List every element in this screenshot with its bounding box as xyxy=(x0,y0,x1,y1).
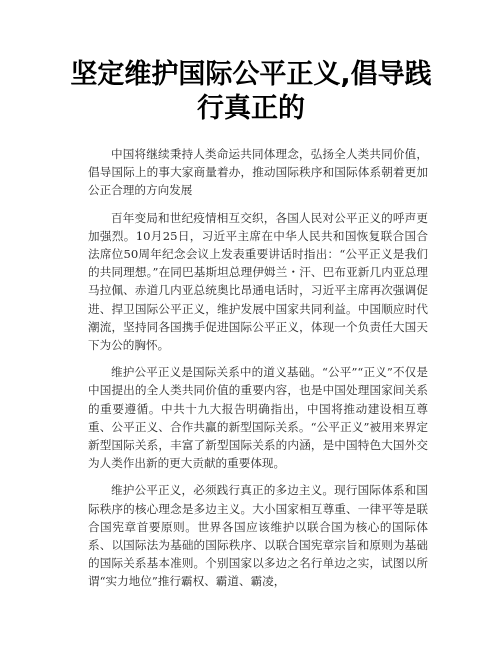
paragraph-moral-foundation: 维护公平正义是国际关系中的道义基础。“公平”“正义”不仅是中国提出的全人类共同价值的重要内容，也是中国处理国家间关系的重要遵循。中共十九大报告明确指出，中国将推动建设相互尊重、公平正义、合作共赢的新型国际关系。“公平正义”被用来界定新型国际关系，丰富了新型国际关系的内涵，是中国特色大国外交为人类作出新的更大贡献的重要体现。 xyxy=(88,365,428,471)
page-title: 坚定维护国际公平正义,倡导践行真正的 xyxy=(70,59,432,124)
paragraph-intro: 中国将继续秉持人类命运共同体理念，弘扬全人类共同价值，倡导国际上的事大家商量着办，推动国际秩序和国际体系朝着更加公正合理的方向发展 xyxy=(88,147,428,198)
article-body xyxy=(88,145,428,600)
paragraph-background: 百年变局和世纪疫情相互交织，各国人民对公平正义的呼声更加强烈。10月25日，习近平主席在中华人民共和国恢复联合国合法席位50周年纪念会议上发表重要讲话时指出：“公平正义是我们的共同理想。”在同巴基斯坦总理伊姆兰・汗、巴布亚新几内亚总理马拉佩、赤道几内亚总统奥比昂通电话时，习近平主席再次强调促进、捍卫国际公平正义，维护发展中国家共同利益。中国顺应时代潮流，坚持同各国携手促进国际公平正义，体现一个负责任大国天下为公的胸怀。 xyxy=(88,210,428,353)
paragraph-multilateralism: 维护公平正义，必须践行真正的多边主义。现行国际体系和国际秩序的核心理念是多边主义。大小国家相互尊重、一律平等是联合国宪章首要原则。世界各国应该维护以联合国为核心的国际体系、以国际法为基础的国际秩序、以联合国宪章宗旨和原则为基础的国际关系基本准则。个别国家以多边之名行单边之实，试图以所谓“实力地位”推行霸权、霸道、霸凌， xyxy=(88,483,428,589)
